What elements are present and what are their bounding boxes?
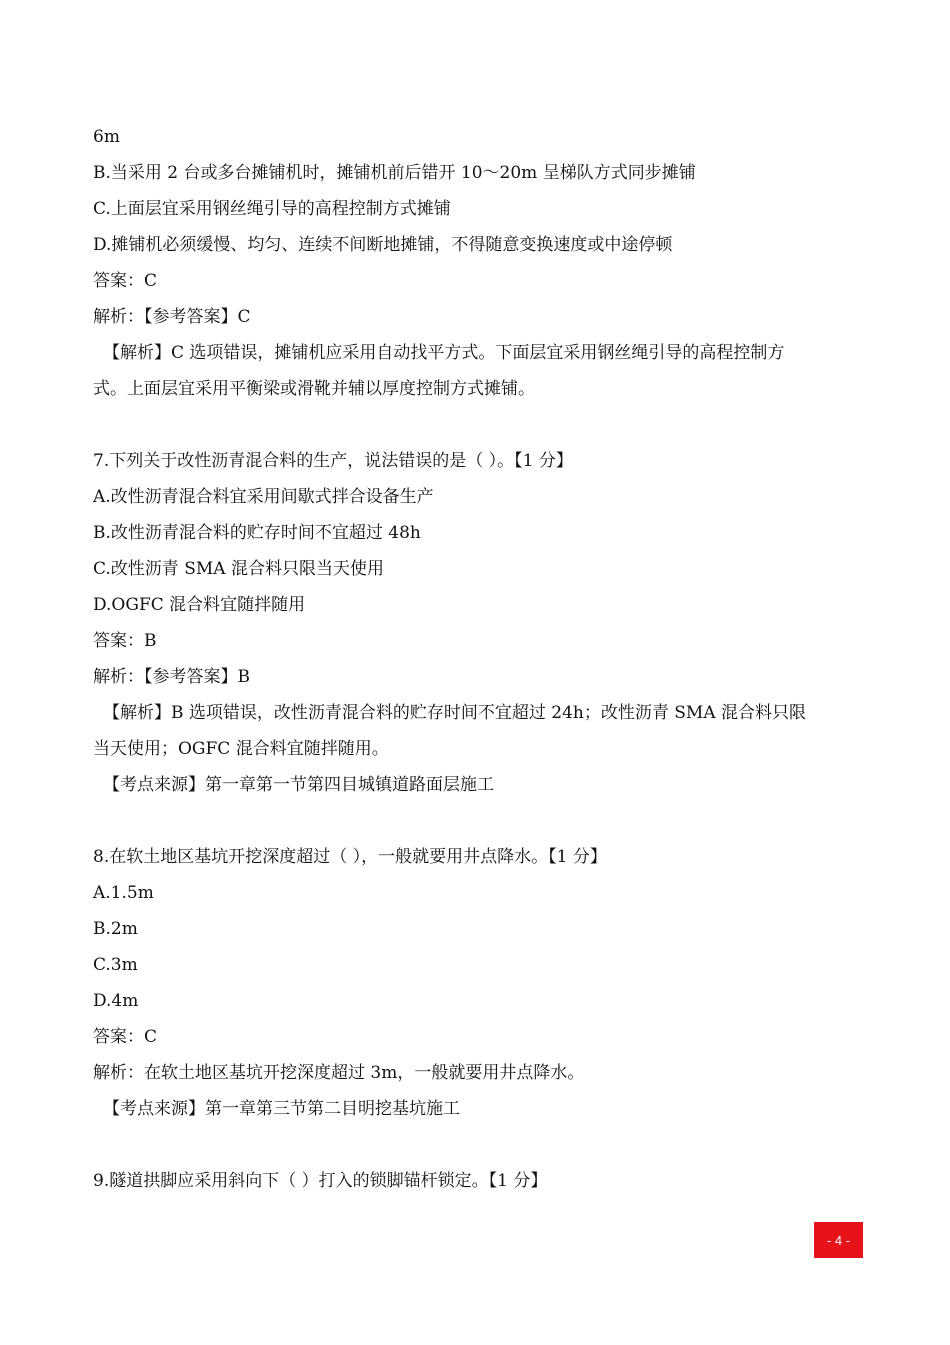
page-number-badge: - 4 - xyxy=(814,1222,863,1258)
q8-question: 8.在软土地区基坑开挖深度超过（ ），一般就要用井点降水。【1 分】 xyxy=(93,847,607,867)
q7-source: 【考点来源】第一章第一节第四目城镇道路面层施工 xyxy=(103,775,494,795)
spacer xyxy=(93,1127,873,1163)
q7-option-c: C.改性沥青 SMA 混合料只限当天使用 xyxy=(93,559,384,579)
q9-question: 9.隧道拱脚应采用斜向下（ ）打入的锁脚锚杆锁定。【1 分】 xyxy=(93,1171,548,1191)
spacer xyxy=(93,407,873,443)
spacer xyxy=(93,803,873,839)
q8-option-b: B.2m xyxy=(93,919,138,939)
q6-option-c: C.上面层宜采用钢丝绳引导的高程控制方式摊铺 xyxy=(93,199,451,219)
q6-option-d: D.摊铺机必须缓慢、均匀、连续不间断地摊铺，不得随意变换速度或中途停顿 xyxy=(93,235,673,255)
q7-option-b: B.改性沥青混合料的贮存时间不宜超过 48h xyxy=(93,523,421,543)
q7-analysis: 解析：【参考答案】B xyxy=(93,667,250,687)
q8-source: 【考点来源】第一章第三节第二目明挖基坑施工 xyxy=(103,1099,460,1119)
q6-answer: 答案：C xyxy=(93,271,158,291)
q8-answer: 答案：C xyxy=(93,1027,158,1047)
q7-question: 7.下列关于改性沥青混合料的生产，说法错误的是（ ）。【1 分】 xyxy=(93,451,573,471)
q6-option-a-tail: 6m xyxy=(93,127,120,147)
q6-analysis: 解析：【参考答案】C xyxy=(93,307,251,327)
q8-analysis: 解析：在软土地区基坑开挖深度超过 3m，一般就要用井点降水。 xyxy=(93,1063,585,1083)
q7-explanation-line-2: 当天使用；OGFC 混合料宜随拌随用。 xyxy=(93,739,389,759)
q6-explanation-line-2: 式。上面层宜采用平衡梁或滑靴并辅以厚度控制方式摊铺。 xyxy=(93,379,535,399)
q7-explanation-line-1: 【解析】B 选项错误，改性沥青混合料的贮存时间不宜超过 24h；改性沥青 SMA 混合料只限 xyxy=(103,703,807,723)
q8-option-d: D.4m xyxy=(93,991,139,1011)
q6-option-b: B.当采用 2 台或多台摊铺机时，摊铺机前后错开 10～20m 呈梯队方式同步摊铺 xyxy=(93,163,696,183)
q8-option-c: C.3m xyxy=(93,955,138,975)
q6-explanation-line-1: 【解析】C 选项错误，摊铺机应采用自动找平方式。下面层宜采用钢丝绳引导的高程控制方 xyxy=(103,343,785,363)
q7-option-d: D.OGFC 混合料宜随拌随用 xyxy=(93,595,306,615)
q7-answer: 答案：B xyxy=(93,631,157,651)
q7-option-a: A.改性沥青混合料宜采用间歇式拌合设备生产 xyxy=(93,487,434,507)
q8-option-a: A.1.5m xyxy=(93,883,154,903)
document-page xyxy=(93,119,873,1199)
